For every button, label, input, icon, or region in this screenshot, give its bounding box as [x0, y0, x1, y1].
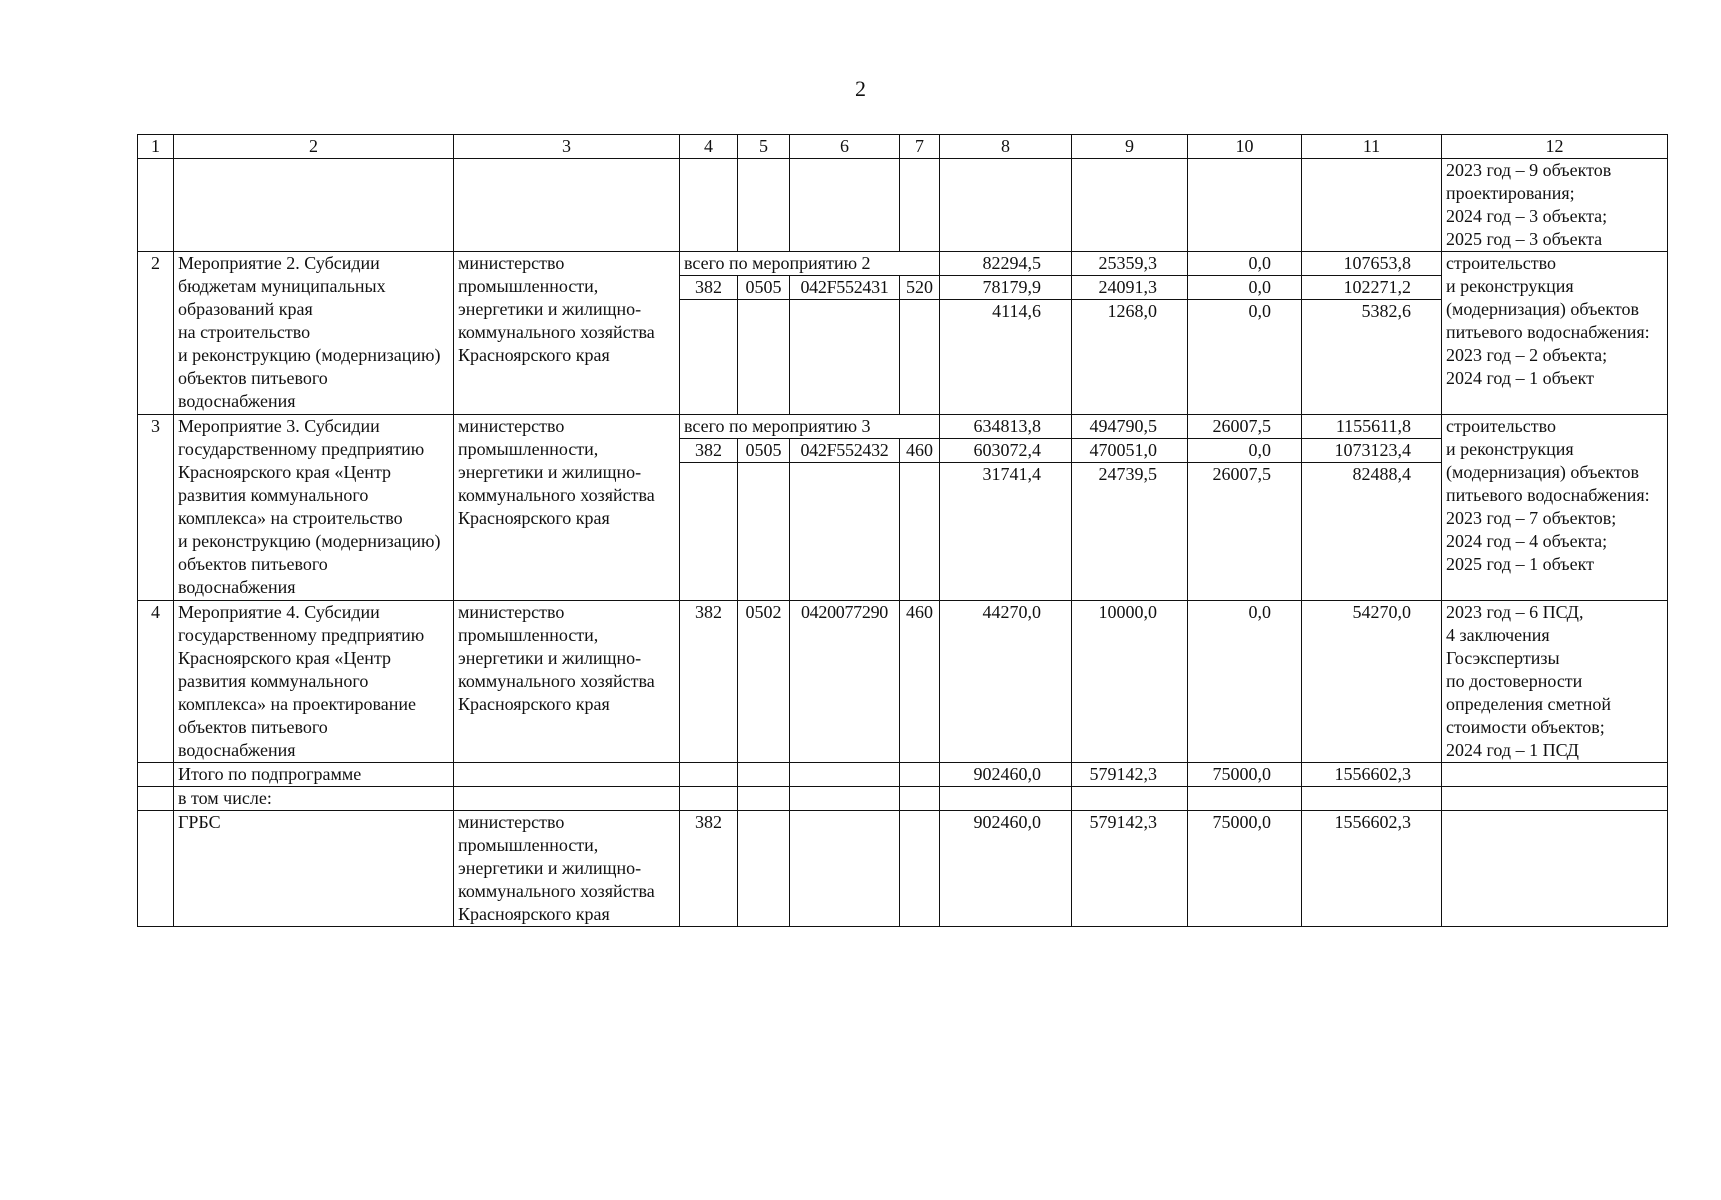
csr-code: 042F552431: [790, 276, 900, 300]
value-cell: 579142,3: [1072, 763, 1188, 787]
value-cell: 78179,9: [940, 276, 1072, 300]
value-cell: 82294,5: [940, 252, 1072, 276]
header-cell: 7: [900, 135, 940, 159]
value-cell: 579142,3: [1072, 811, 1188, 927]
rzpr-code: 0505: [738, 276, 790, 300]
csr-code: 0420077290: [790, 601, 900, 763]
total-label: всего по мероприятию 2: [680, 252, 940, 276]
value-cell: 0,0: [1188, 252, 1302, 276]
column-number-row: [138, 135, 1668, 159]
executor: министерство промышленности, энергетики и жилищно-коммунального хозяйства Красноярского края: [454, 252, 680, 415]
header-cell: 2: [174, 135, 454, 159]
value-cell: 0,0: [1188, 439, 1302, 463]
value-cell: 4114,6: [940, 300, 1072, 415]
value-cell: 902460,0: [940, 763, 1072, 787]
value-cell: 5382,6: [1302, 300, 1442, 415]
result-cell: строительство и реконструкция (модернизация) объектов питьевого водоснабжения: 2023 год – 7 объектов; 2024 год – 4 объекта; 2025 год – 1 объект: [1442, 415, 1668, 601]
grbs-code: 382: [680, 276, 738, 300]
header-cell: 4: [680, 135, 738, 159]
measure-4-row: [138, 601, 1668, 763]
value-cell: 44270,0: [940, 601, 1072, 763]
row-number: 4: [138, 601, 174, 763]
value-cell: 75000,0: [1188, 811, 1302, 927]
grbs-code: 382: [680, 439, 738, 463]
including-row: [138, 787, 1668, 811]
value-cell: 603072,4: [940, 439, 1072, 463]
rzpr-code: 0505: [738, 439, 790, 463]
value-cell: 1268,0: [1072, 300, 1188, 415]
row-number: 2: [138, 252, 174, 415]
continuation-row: [138, 159, 1668, 252]
grbs-code: 382: [680, 811, 738, 927]
measure-2-total-row: [138, 252, 1668, 276]
value-cell: 24739,5: [1072, 463, 1188, 601]
total-label: Итого по подпрограмме: [174, 763, 454, 787]
vr-code: 520: [900, 276, 940, 300]
value-cell: 470051,0: [1072, 439, 1188, 463]
value-cell: 102271,2: [1302, 276, 1442, 300]
value-cell: 1073123,4: [1302, 439, 1442, 463]
result-cell: строительство и реконструкция (модернизация) объектов питьевого водоснабжения: 2023 год – 2 объекта; 2024 год – 1 объект: [1442, 252, 1668, 415]
header-cell: 10: [1188, 135, 1302, 159]
value-cell: 0,0: [1188, 300, 1302, 415]
value-cell: 634813,8: [940, 415, 1072, 439]
csr-code: 042F552432: [790, 439, 900, 463]
measure-name: Мероприятие 2. Субсидии бюджетам муниципальных образований края на строительство и реконструкцию (модернизацию) объектов питьевого водоснабжения: [174, 252, 454, 415]
vr-code: 460: [900, 439, 940, 463]
total-label: всего по мероприятию 3: [680, 415, 940, 439]
value-cell: 107653,8: [1302, 252, 1442, 276]
value-cell: 0,0: [1188, 601, 1302, 763]
value-cell: 902460,0: [940, 811, 1072, 927]
result-cell: 2023 год – 9 объектов проектирования; 2024 год – 3 объекта; 2025 год – 3 объекта: [1442, 159, 1668, 252]
value-cell: 25359,3: [1072, 252, 1188, 276]
subprogram-table: [137, 134, 1668, 927]
header-cell: 6: [790, 135, 900, 159]
result-cell: 2023 год – 6 ПСД, 4 заключения Госэкспертизы по достоверности определения сметной стоимости объектов; 2024 год – 1 ПСД: [1442, 601, 1668, 763]
executor: министерство промышленности, энергетики и жилищно-коммунального хозяйства Красноярского края: [454, 811, 680, 927]
subprogram-total-row: [138, 763, 1668, 787]
header-cell: 12: [1442, 135, 1668, 159]
value-cell: 0,0: [1188, 276, 1302, 300]
header-cell: 9: [1072, 135, 1188, 159]
executor: министерство промышленности, энергетики и жилищно-коммунального хозяйства Красноярского края: [454, 415, 680, 601]
value-cell: 26007,5: [1188, 463, 1302, 601]
page-number: 2: [855, 76, 866, 101]
value-cell: 1556602,3: [1302, 811, 1442, 927]
value-cell: 54270,0: [1302, 601, 1442, 763]
header-cell: 11: [1302, 135, 1442, 159]
vr-code: 460: [900, 601, 940, 763]
executor: министерство промышленности, энергетики и жилищно-коммунального хозяйства Красноярского края: [454, 601, 680, 763]
header-cell: 1: [138, 135, 174, 159]
value-cell: 1556602,3: [1302, 763, 1442, 787]
rzpr-code: 0502: [738, 601, 790, 763]
value-cell: 26007,5: [1188, 415, 1302, 439]
measure-3-total-row: [138, 415, 1668, 439]
grbs-label: ГРБС: [174, 811, 454, 927]
header-cell: 3: [454, 135, 680, 159]
row-number: 3: [138, 415, 174, 601]
value-cell: 10000,0: [1072, 601, 1188, 763]
value-cell: 31741,4: [940, 463, 1072, 601]
including-label: в том числе:: [174, 787, 454, 811]
value-cell: 24091,3: [1072, 276, 1188, 300]
grbs-row: [138, 811, 1668, 927]
measure-name: Мероприятие 3. Субсидии государственному предприятию Красноярского края «Центр развития коммунального комплекса» на строительство и реконструкцию (модернизацию) объектов питьевого водоснабжения: [174, 415, 454, 601]
value-cell: 1155611,8: [1302, 415, 1442, 439]
header-cell: 8: [940, 135, 1072, 159]
value-cell: 75000,0: [1188, 763, 1302, 787]
value-cell: 494790,5: [1072, 415, 1188, 439]
measure-name: Мероприятие 4. Субсидии государственному предприятию Красноярского края «Центр развития коммунального комплекса» на проектирование объектов питьевого водоснабжения: [174, 601, 454, 763]
value-cell: 82488,4: [1302, 463, 1442, 601]
header-cell: 5: [738, 135, 790, 159]
grbs-code: 382: [680, 601, 738, 763]
